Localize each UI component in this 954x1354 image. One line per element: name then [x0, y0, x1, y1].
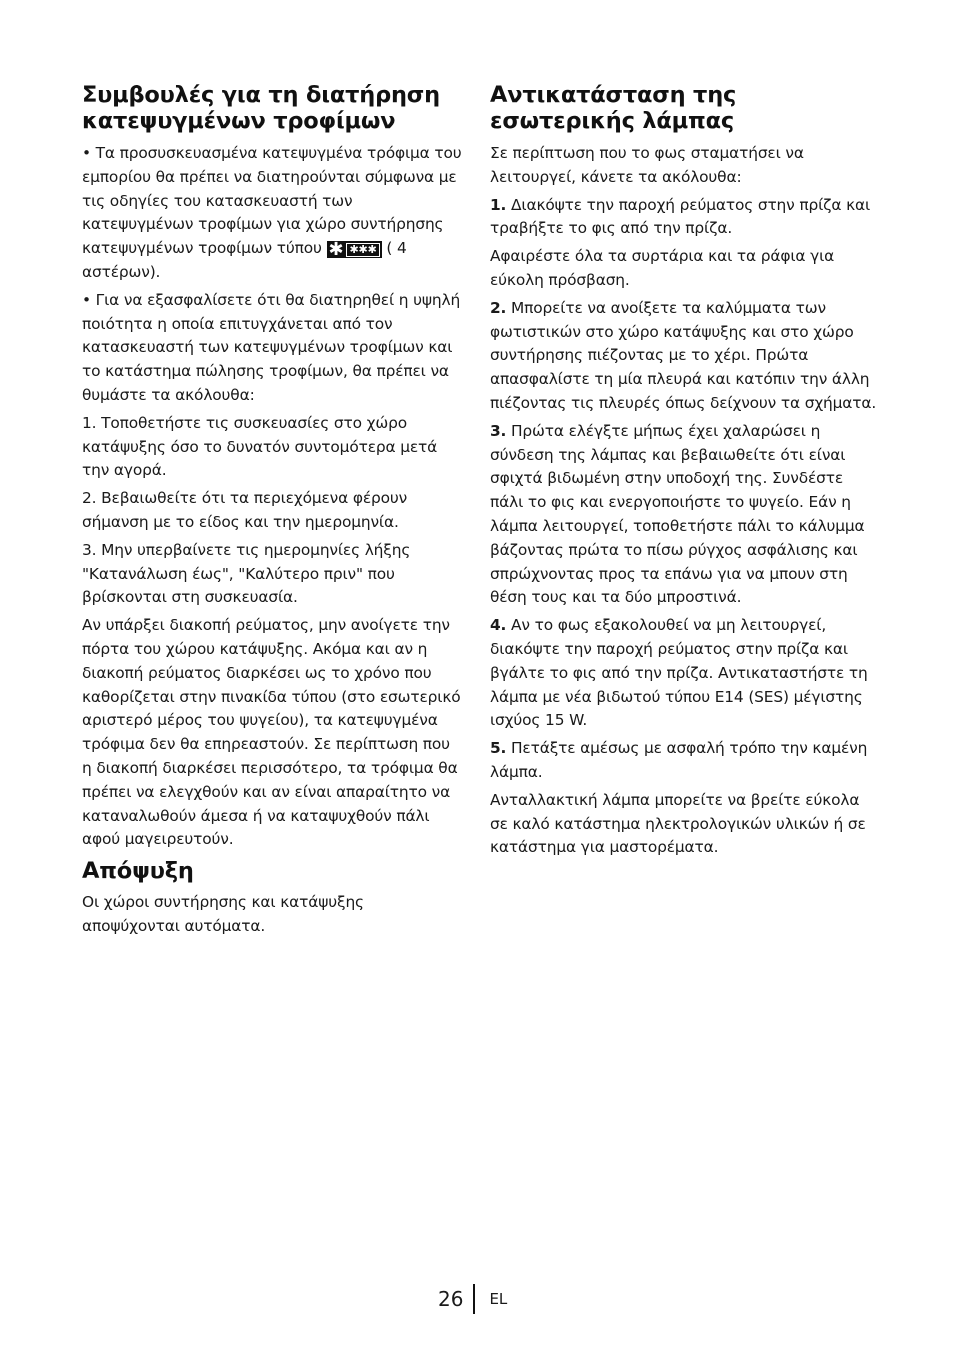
- right-column: [490, 82, 880, 864]
- step-1: [490, 194, 880, 242]
- step-1-text: Διακόψτε την παροχή ρεύματος στην πρίζα και τραβήξτε το φις από την πρίζα.: [490, 195, 871, 238]
- step-5-number: 5.: [490, 739, 507, 758]
- heading-frozen-food-tips: Συμβουλές για τη διατήρηση κατεψυγμένων τροφίμων: [82, 82, 440, 134]
- left-column: [82, 82, 464, 943]
- list-item-3: 3. Μην υπερβαίνετε τις ημερομηνίες λήξης "Κατανάλωση έως", "Καλύτερο πριν" που βρίσκονται στη συσκευασία.: [82, 540, 411, 607]
- list-item-2: 2. Βεβαιωθείτε ότι τα περιεχόμενα φέρουν σήμανση με το είδος και την ημερομηνία.: [82, 489, 408, 531]
- page-footer: [438, 1284, 507, 1314]
- bullet-quality: • Για να εξασφαλίσετε ότι θα διατηρηθεί η υψηλή ποιότητα η οποία επιτυγχάνεται από τον κατασκευαστή των κατεψυγμένων τροφίμων και το κατάστημα πώλησης τροφίμων, θα πρέπει να θυμάστε τα ακόλουθα:: [82, 290, 461, 404]
- bullet-prepackaged: [82, 142, 464, 285]
- four-star-freezer-icon: [327, 239, 382, 261]
- step-4: [490, 614, 880, 733]
- heading-defrost: Απόψυξη: [82, 858, 194, 885]
- list-item-1: 1. Τοποθετήστε τις συσκευασίες στο χώρο κατάψυξης όσο το δυνατόν συντομότερα μετά την αγορά.: [82, 413, 438, 480]
- step-4-text: Αν το φως εξακολουθεί να μη λειτουργεί, διακόψτε την παροχή ρεύματος στην πρίζα και βγάλτε το φις από την πρίζα. Αντικαταστήστε τη λάμπα με νέα βιδωτού τύπου E14 (SES) μέγιστης ισχύος 15 W.: [490, 616, 868, 730]
- footer-divider: [473, 1284, 475, 1314]
- step-5: [490, 737, 880, 785]
- star-big-glyph: ✱: [328, 239, 344, 261]
- star-small-glyph: ✱✱✱: [346, 243, 379, 257]
- bullet-prepackaged-suffix: ( 4 αστέρων).: [82, 239, 407, 281]
- step-3-number: 3.: [490, 421, 507, 440]
- defrost-paragraph: Οι χώροι συντήρησης και κατάψυξης αποψύχονται αυτόματα.: [82, 893, 364, 935]
- bullet-prepackaged-text: • Τα προσυσκευασμένα κατεψυγμένα τρόφιμα του εμπορίου θα πρέπει να διατηρούνται σύμφωνα με τις οδηγίες του κατασκευαστή των κατεψυγμένων τροφίμων για χώρο συντήρησης κατεψυγμένων τροφίμων τύπου: [82, 144, 462, 258]
- step-2: [490, 297, 880, 416]
- step-4-number: 4.: [490, 616, 507, 635]
- power-cut-paragraph: Αν υπάρξει διακοπή ρεύματος, μην ανοίγετε την πόρτα του χώρου κατάψυξης. Ακόμα και αν η διακοπή ρεύματος διαρκέσει ως το χρόνο που καθορίζεται στην πινακίδα τύπου (στο εσωτερικό αριστερό μέρος του ψυγείου), τα κατεψυγμένα τρόφιμα δεν θα επηρεαστούν. Σε περίπτωση που η διακοπή διαρκέσει περισσότερο, τα τρόφιμα θα πρέπει να ελεγχθούν και αν είναι απαραίτητο να καταναλωθούν άμεσα ή να καταψυχθούν πάλι αφού μαγειρευτούν.: [82, 616, 461, 849]
- step-1-number: 1.: [490, 195, 507, 214]
- language-code: EL: [489, 1290, 508, 1308]
- step-2-text: Μπορείτε να ανοίξετε τα καλύμματα των φωτιστικών στο χώρο κατάψυξης και στο χώρο συντήρησης πιέζοντας με το χέρι. Πρώτα απασφαλίστε τη μία πλευρά και κατόπιν την άλλη πιέζοντας τις πλευρές όπως δείχνουν τα σχήματα.: [490, 298, 877, 412]
- step-5-text: Πετάξτε αμέσως με ασφαλή τρόπο την καμένη λάμπα.: [490, 739, 868, 781]
- lamp-intro: Σε περίπτωση που το φως σταματήσει να λειτουργεί, κάνετε τα ακόλουθα:: [490, 144, 804, 186]
- page-number: 26: [438, 1287, 464, 1311]
- step-2-number: 2.: [490, 298, 507, 317]
- remove-drawers: Αφαιρέστε όλα τα συρτάρια και τα ράφια για εύκολη πρόσβαση.: [490, 247, 835, 289]
- step-3: [490, 420, 880, 610]
- step-3-text: Πρώτα ελέγξτε μήπως έχει χαλαρώσει η σύνδεση της λάμπας και βεβαιωθείτε ότι είναι σφιχτά βιδωμένη στην υποδοχή της. Συνδέστε πάλι το φις και ενεργοποιήστε το ψυγείο. Εάν η λάμπα λειτουργεί, τοποθετήστε πάλι το κάλυμμα βάζοντας πρώτα το πίσω ρύγχος ασφάλισης και σπρώχνοντας προς τα επάνω για να μπουν στη θέση τους και τα δύο μπροστινά.: [490, 421, 865, 607]
- heading-lamp-replacement: Αντικατάσταση της εσωτερικής λάμπας: [490, 82, 737, 134]
- replacement-lamp-paragraph: Ανταλλακτική λάμπα μπορείτε να βρείτε εύκολα σε καλό κατάστημα ηλεκτρολογικών υλικών ή σε κατάστημα για μαστορέματα.: [490, 790, 866, 857]
